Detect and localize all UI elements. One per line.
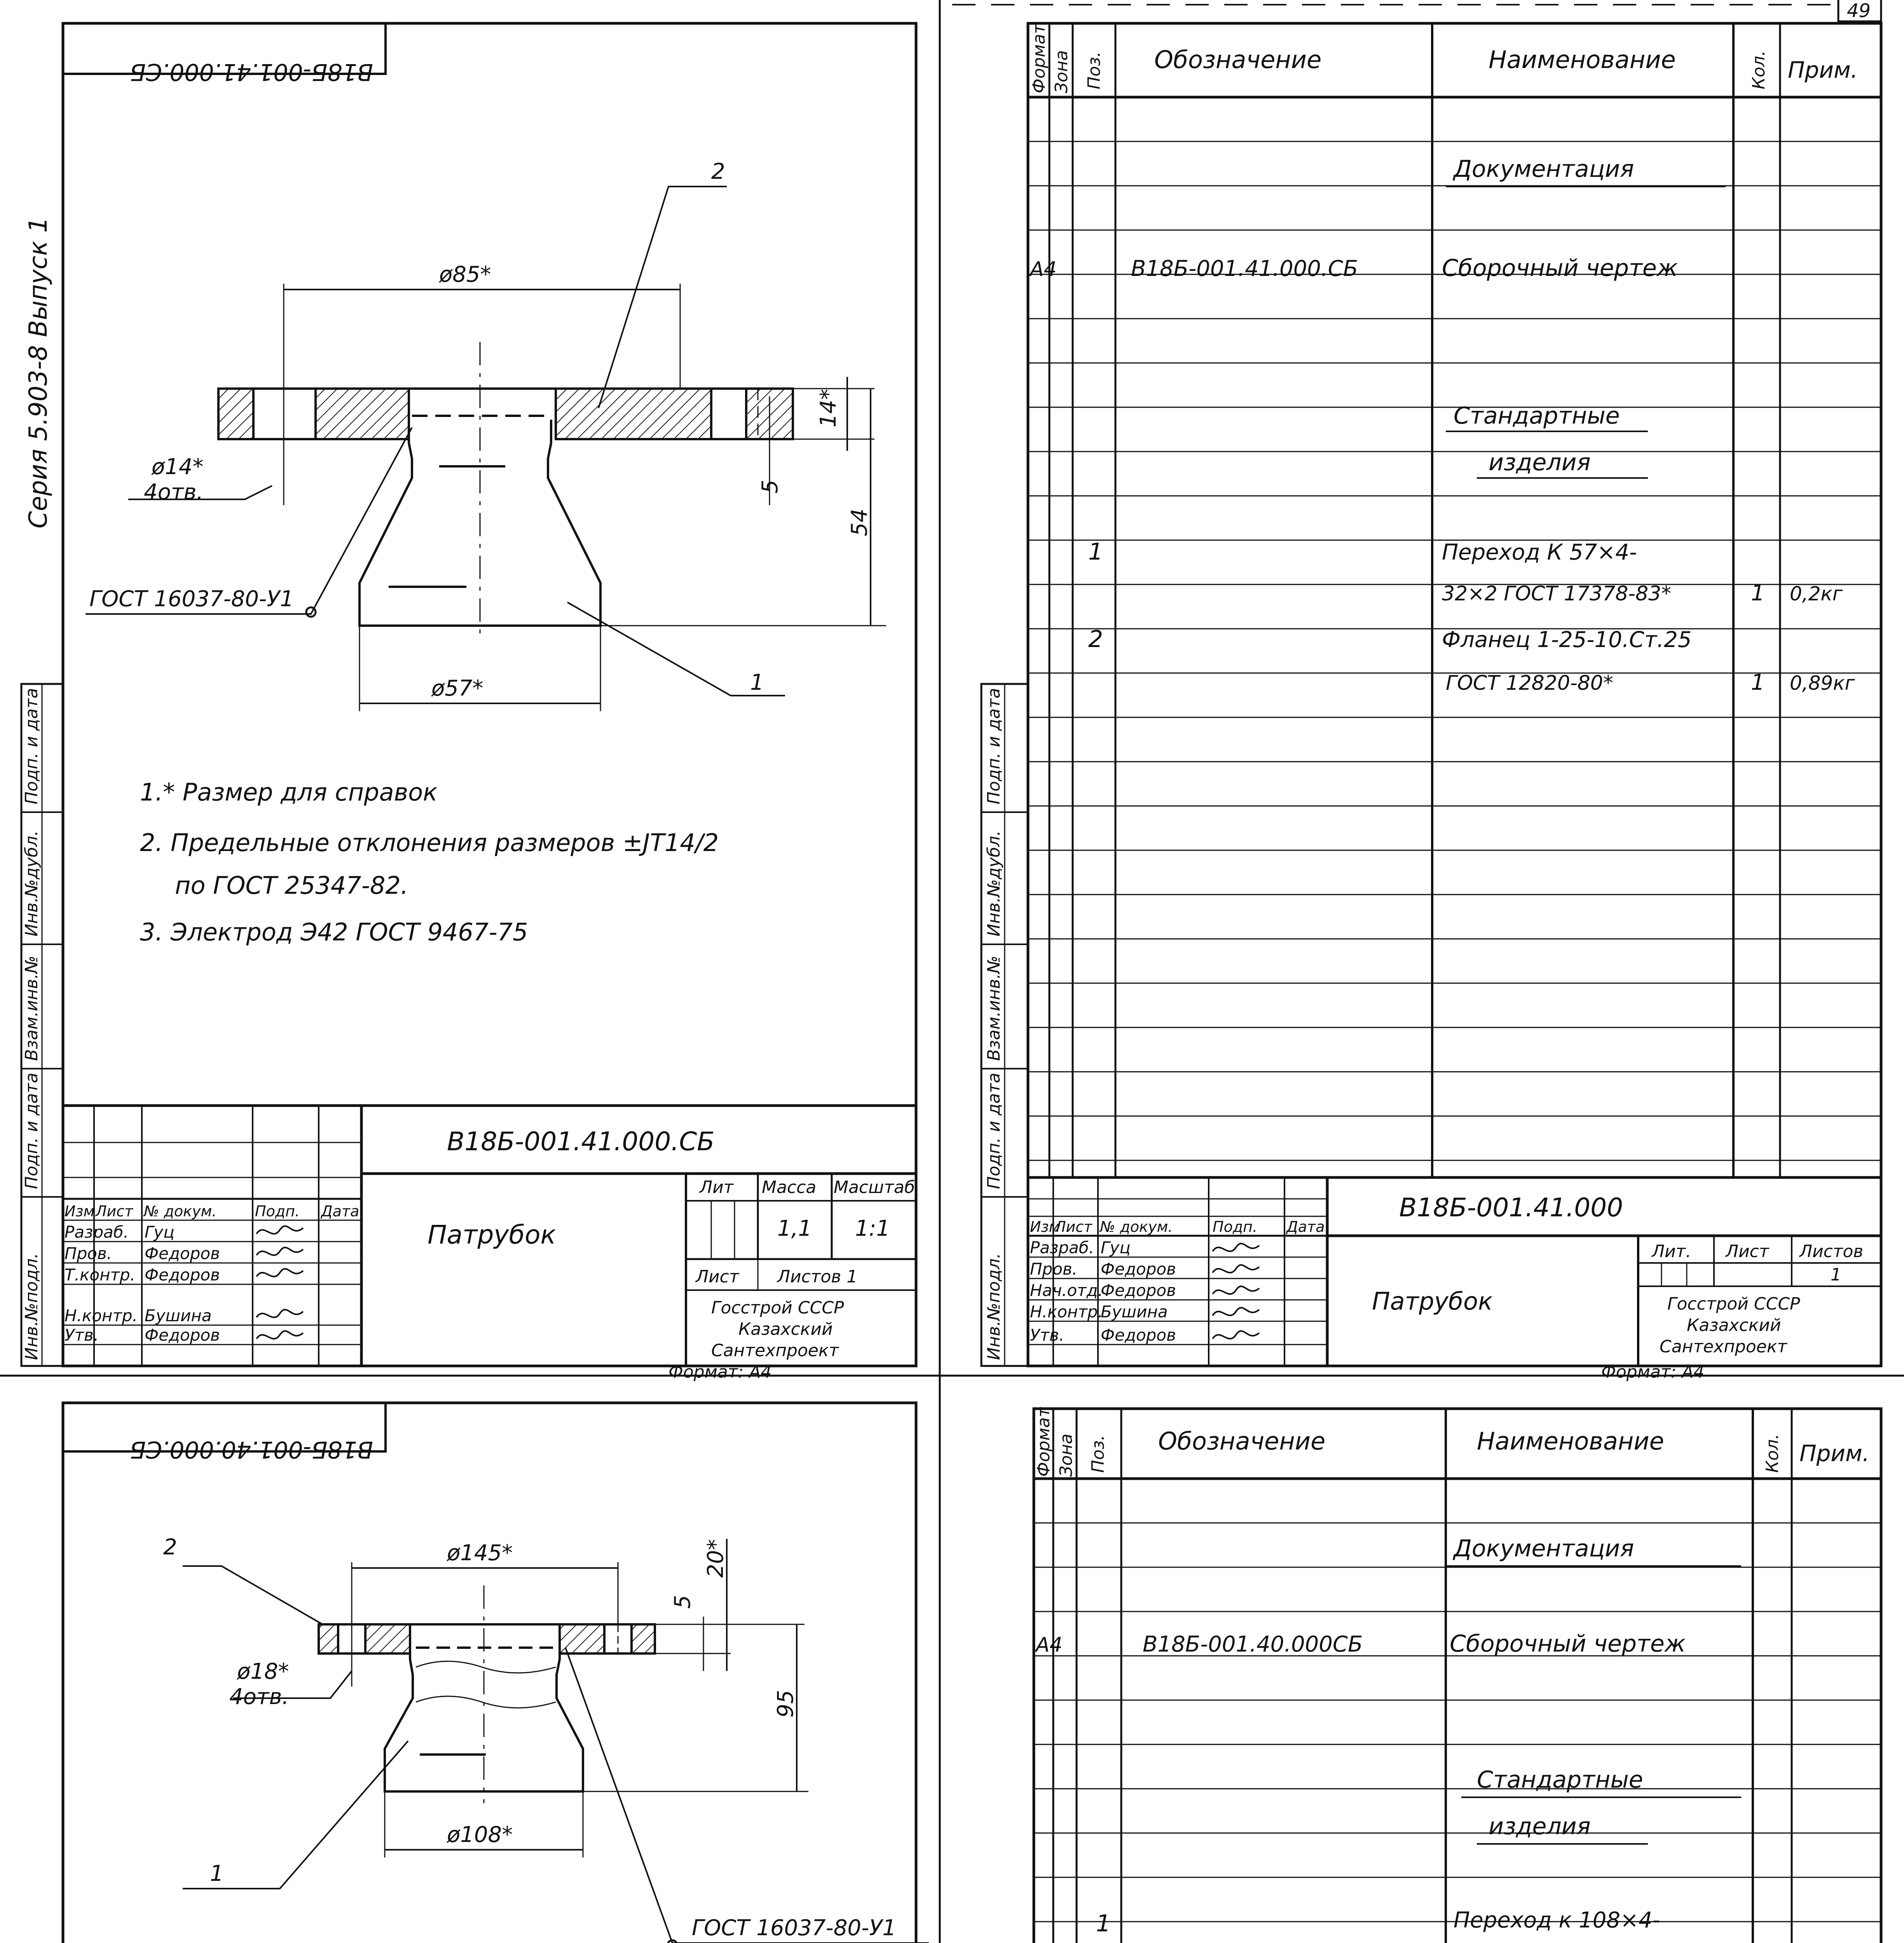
page-number: 49 [1847,0,1871,22]
spec2-head-name: Наименование [1477,1427,1664,1455]
spec1-section-doc: Документация [1454,155,1634,183]
side-label-5: Подп. и дата [984,688,1004,804]
dim-h20: 20* [703,1539,728,1578]
tb1-person: Федоров [145,1265,220,1284]
tb1-org2: Казахский [738,1319,833,1339]
tb2-role: Утв. [1030,1326,1065,1345]
tb1-sheets: Листов 1 [777,1267,858,1287]
leader-pos-2: 2 [711,159,725,184]
weld-gost: ГОСТ 16037-80-У1 [692,1915,896,1941]
dim-holes: 4отв. [229,1684,289,1709]
tb2-name: Патрубок [1372,1287,1493,1315]
spec1-head-qty: Кол. [1749,50,1769,89]
tb2-org1: Госстрой СССР [1667,1294,1800,1314]
side-label-4: Инв.№дубл. [22,830,42,937]
spec2-head-qty: Кол. [1763,1434,1782,1473]
spec1-row-name: ГОСТ 12820-80* [1446,672,1613,695]
dim-d14: ø14* [152,454,204,480]
tb1-person: Бушина [145,1306,212,1325]
leader-pos-1: 1 [210,1861,224,1886]
dim-h5: 5 [757,480,783,494]
format-label-2: Формат: А4 [1601,1362,1705,1382]
spec1-head-zone: Зона [1052,50,1072,93]
side-label-5: Подп. и дата [22,688,42,804]
signature-marks [1213,1244,1259,1339]
spec1-row-note: 0,2кг [1790,583,1843,605]
tb2-col-head: Подп. [1213,1218,1258,1235]
leader-pos-1: 1 [750,670,764,695]
spec2-head-format: Формат [1034,1407,1054,1477]
drawing-sheet-1 [21,23,916,1382]
drawing-sheet-2 [21,1403,929,1943]
spec1-row-note: 0,89кг [1790,672,1855,694]
tb1-person: Федоров [145,1244,220,1263]
tb1-role: Т.контр. [65,1265,136,1284]
tb1-sheet: Лист [696,1267,739,1287]
dim-d18: ø18* [237,1659,289,1684]
tb2-sheet: Лист [1726,1242,1769,1261]
tb1-scale-head: Масштаб [834,1177,915,1197]
spec1-section-std: Стандартные [1454,402,1620,429]
side-label-3: Взам.инв.№ [984,956,1004,1061]
tb2-col-head: Дата [1286,1218,1325,1235]
tb2-org3: Сантехпроект [1660,1337,1787,1357]
spec1-head-name: Наименование [1489,45,1676,74]
tb2-person: Гуц [1101,1238,1131,1257]
spec2-head-designation: Обозначение [1158,1427,1326,1455]
spec2-head-note: Прим. [1799,1440,1870,1467]
spec2-head-pos: Поз. [1088,1435,1108,1473]
tb1-org1: Госстрой СССР [711,1298,844,1318]
tb1-scale: 1:1 [855,1216,890,1241]
tb1-org3: Сантехпроект [711,1341,839,1360]
tb2-sheets: Листов [1799,1242,1864,1261]
tb1-mass-head: Масса [762,1177,817,1197]
spec2-row-name: Переход к 108×4- [1454,1908,1660,1933]
tb2-lit: Лит. [1652,1242,1691,1261]
tb2-sheets-val: 1 [1831,1265,1841,1285]
tb1-lit-head: Лит [700,1177,734,1197]
tb2-person: Федоров [1101,1281,1176,1300]
spec2-section-std: Стандартные [1477,1766,1643,1793]
tb2-person: Бушина [1101,1302,1168,1321]
spec1-row-name: Переход К 57×4- [1442,540,1637,565]
spec1-row-pos: 1 [1088,538,1103,565]
tb2-role: Нач.отд. [1030,1281,1103,1300]
spec1-row-name: 32×2 ГОСТ 17378-83* [1442,582,1672,605]
stamp-code-upside-down: В18Б-001.40.000.СБ [130,1436,373,1463]
tb2-col-head: Лист [1055,1218,1092,1235]
tb1-col-head: Лист [96,1203,133,1220]
spec1-head-format: Формат [1029,24,1049,93]
spec2-section-doc: Документация [1454,1535,1634,1562]
tb2-role: Н.контр. [1030,1302,1103,1321]
spec1-row-name: Сборочный чертеж [1442,255,1678,282]
spec1-row-qty: 1 [1751,670,1765,695]
tb1-col-head: № докум. [144,1203,217,1220]
spec2-row-name: Сборочный чертеж [1450,1630,1686,1657]
tb2-person: Федоров [1101,1326,1176,1345]
dim-h54: 54 [847,508,872,536]
tb2-role: Разраб. [1030,1238,1094,1257]
spec1-row-fmt: А4 [1030,258,1057,281]
dim-d145: ø145* [447,1540,513,1566]
dim-h5: 5 [670,1595,695,1609]
tb2-code: В18Б-001.41.000 [1399,1193,1623,1223]
tb1-col-head: Подп. [255,1203,300,1220]
format-label-1: Формат: А4 [668,1362,772,1382]
spec1-section-items: изделия [1489,449,1591,476]
note-1: 1.* Размер для справок [140,778,438,806]
tb1-role: Пров. [65,1244,112,1263]
spec2-row-designation: В18Б-001.40.000СБ [1143,1632,1363,1657]
spec2-row-pos: 1 [1096,1910,1111,1937]
tb2-col-head: Изм [1030,1218,1060,1235]
tb1-person: Гуц [145,1223,175,1242]
tb2-col-head: № докум. [1100,1218,1173,1235]
series-label: Серия 5.903-8 Выпуск 1 [24,217,53,528]
spec1-row-pos: 2 [1088,626,1103,653]
flange-reducer-drawing [183,1539,929,1943]
side-label-2: Подп. и дата [22,1073,42,1189]
spec1-head-note: Прим. [1788,57,1858,83]
tb1-code: В18Б-001.41.000.СБ [447,1127,715,1156]
spec1-row-designation: В18Б-001.41.000.СБ [1131,256,1358,281]
tb1-col-head: Дата [321,1203,360,1220]
tb1-name: Патрубок [428,1220,556,1250]
note-3: 3. Электрод Э42 ГОСТ 9467-75 [140,918,528,946]
side-label-2: Подп. и дата [984,1073,1004,1189]
side-label-4: Инв.№дубл. [984,830,1004,937]
tb1-col-head: Изм [65,1203,95,1220]
side-label-1: Инв.№подл. [22,1253,42,1360]
spec-sheet-2 [981,1407,1881,1943]
tb2-role: Пров. [1030,1259,1078,1278]
signature-marks [257,1226,303,1339]
weld-gost: ГОСТ 16037-80-У1 [89,586,294,612]
spec2-head-zone: Зона [1056,1434,1076,1477]
side-label-1: Инв.№подл. [984,1253,1004,1360]
spec1-row-qty: 1 [1751,581,1765,606]
dim-holes: 4отв. [144,480,204,505]
dim-d85: ø85* [439,262,491,287]
tb1-mass: 1,1 [777,1216,812,1241]
spec1-head-pos: Поз. [1084,51,1104,89]
spec1-head-designation: Обозначение [1154,45,1322,74]
spec1-row-name: Фланец 1-25-10.Ст.25 [1442,627,1692,652]
spec-table-2-grid [1034,1409,1881,1943]
spec-sheet-1 [981,23,1881,1382]
dim-h14: 14* [816,389,841,427]
dim-d108: ø108* [447,1822,513,1847]
weld-mark-icon [306,607,316,617]
leader-pos-2: 2 [163,1535,177,1560]
spec2-row-fmt: А4 [1036,1633,1063,1657]
tb1-person: Федоров [145,1326,220,1345]
tb2-org2: Казахский [1687,1315,1781,1335]
dim-h95: 95 [773,1690,798,1718]
stamp-code-upside-down: В18Б-001.41.000.СБ [130,58,373,85]
note-2: 2. Предельные отклонения размеров ±JT14/2 [140,828,719,857]
side-label-3: Взам.инв.№ [22,956,42,1061]
tb1-role: Н.контр. [65,1306,138,1325]
tb1-role: Разраб. [65,1223,129,1242]
note-2b: по ГОСТ 25347-82. [175,871,408,900]
dim-d57: ø57* [431,676,483,701]
spec2-section-items: изделия [1489,1813,1591,1840]
tb1-role: Утв. [65,1326,99,1345]
tb2-person: Федоров [1101,1259,1176,1278]
